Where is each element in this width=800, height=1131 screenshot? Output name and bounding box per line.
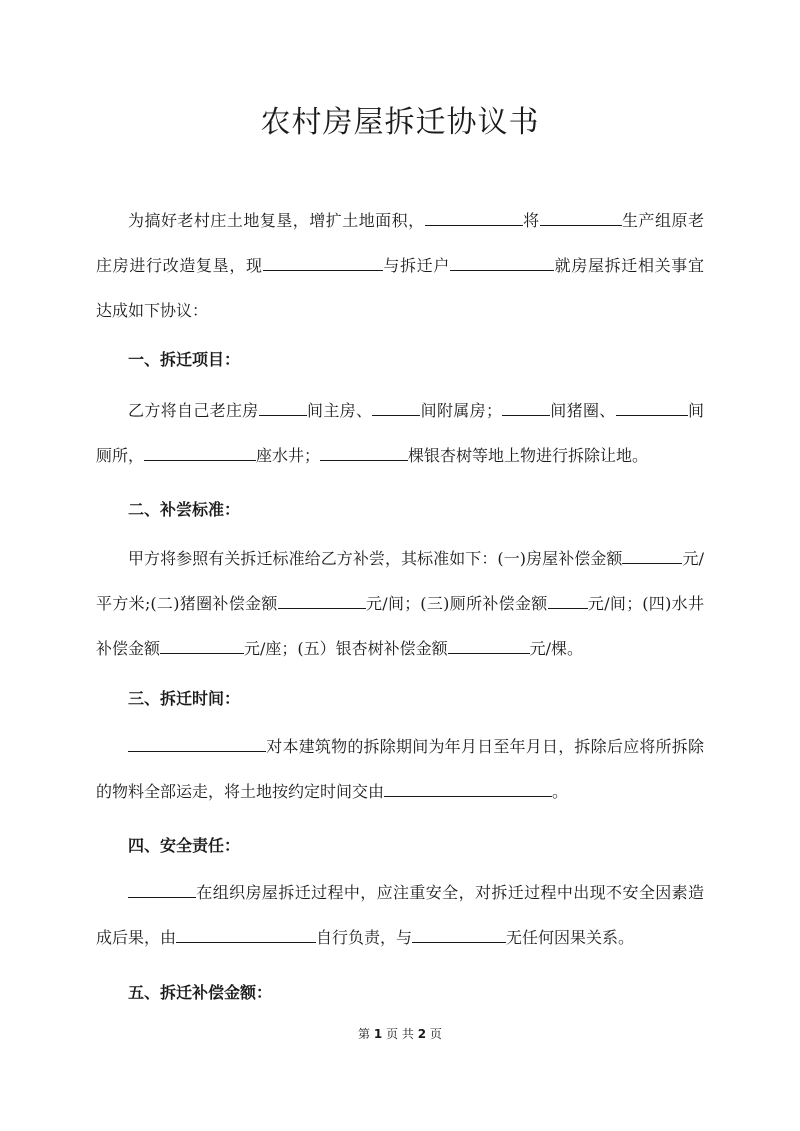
intro-text: 为搞好老村庄土地复垦，增扩土地面积， xyxy=(128,211,425,230)
blank-field xyxy=(540,211,622,226)
blank-field xyxy=(263,256,383,271)
section-paragraph xyxy=(96,724,704,814)
paragraph-text: 在组织房屋拆迁过程中，应注重安全，对拆迁过程中出现不安全因素造成后果，由 xyxy=(96,883,704,947)
paragraph-text: 元/平方米;(二)猪圈补偿金额 xyxy=(96,549,704,613)
intro-text: 就房屋拆迁相关事宜达成如下协议： xyxy=(96,256,704,320)
section-heading: 一、拆迁项目： xyxy=(128,350,241,369)
blank-field xyxy=(425,211,523,226)
paragraph-text: 。 xyxy=(552,782,569,801)
section-heading: 二、补尝标准： xyxy=(128,500,241,519)
blank-field xyxy=(412,928,506,943)
intro-paragraph xyxy=(96,198,704,333)
section-paragraph xyxy=(96,536,704,671)
blank-field xyxy=(160,639,244,654)
footer-text: 页 xyxy=(429,1027,442,1041)
paragraph-text: 元/棵。 xyxy=(529,639,584,658)
blank-field xyxy=(502,401,550,416)
paragraph-text: 元/间；(四)水井补偿金额 xyxy=(96,594,704,658)
blank-field xyxy=(372,401,420,416)
paragraph-text: 间主房、 xyxy=(306,401,373,420)
intro-text: 与拆迁户 xyxy=(382,256,450,275)
blank-field xyxy=(384,782,552,797)
paragraph-text: 间厕所， xyxy=(96,401,704,465)
paragraph-text: 元/座；(五）银杏树补偿金额 xyxy=(244,639,448,658)
document-title: 农村房屋拆迁协议书 xyxy=(260,105,540,140)
section-heading: 三、拆迁时间： xyxy=(128,689,241,708)
blank-field xyxy=(259,401,307,416)
blank-field xyxy=(448,639,530,654)
blank-field xyxy=(622,549,682,564)
paragraph-text: 无任何因果关系。 xyxy=(506,928,635,947)
paragraph-text: 乙方将自己老庄房 xyxy=(128,401,259,420)
blank-field xyxy=(278,594,366,609)
paragraph-text: 间附属房； xyxy=(420,401,502,420)
section-paragraph xyxy=(96,870,704,960)
paragraph-text: 甲方将参照有关拆迁标准给乙方补尝，其标准如下：(一)房屋补偿金额 xyxy=(128,549,623,568)
blank-field xyxy=(320,446,408,461)
section-paragraph xyxy=(96,388,704,478)
blank-field xyxy=(128,883,196,898)
section-heading: 四、安全责任： xyxy=(128,836,241,855)
page-total: 2 xyxy=(417,1027,427,1041)
blank-field xyxy=(548,594,588,609)
footer-text: 页 共 xyxy=(386,1027,414,1041)
paragraph-text: 对本建筑物的拆除期间为年月日至年月日，拆除后应将所拆除的物料全部运走，将土地按约定时间交由 xyxy=(96,737,704,801)
blank-field xyxy=(144,446,256,461)
page-number: 1 xyxy=(373,1027,383,1041)
intro-text: 将 xyxy=(522,211,540,230)
footer-text: 第 xyxy=(358,1027,371,1041)
page-footer xyxy=(0,1025,800,1042)
blank-field xyxy=(128,737,266,752)
intro-text: 生产组原老庄房进行改造复垦，现 xyxy=(96,211,704,275)
section-heading: 五、拆迁补偿金额： xyxy=(128,983,273,1002)
paragraph-text: 元/间；(三)厕所补偿金额 xyxy=(365,594,548,613)
paragraph-text: 间猪圈、 xyxy=(549,401,616,420)
blank-field xyxy=(616,401,688,416)
blank-field xyxy=(176,928,316,943)
paragraph-text: 座水井； xyxy=(256,446,321,465)
paragraph-text: 棵银杏树等地上物进行拆除让地。 xyxy=(408,446,649,465)
blank-field xyxy=(450,256,554,271)
paragraph-text: 自行负责，与 xyxy=(316,928,413,947)
